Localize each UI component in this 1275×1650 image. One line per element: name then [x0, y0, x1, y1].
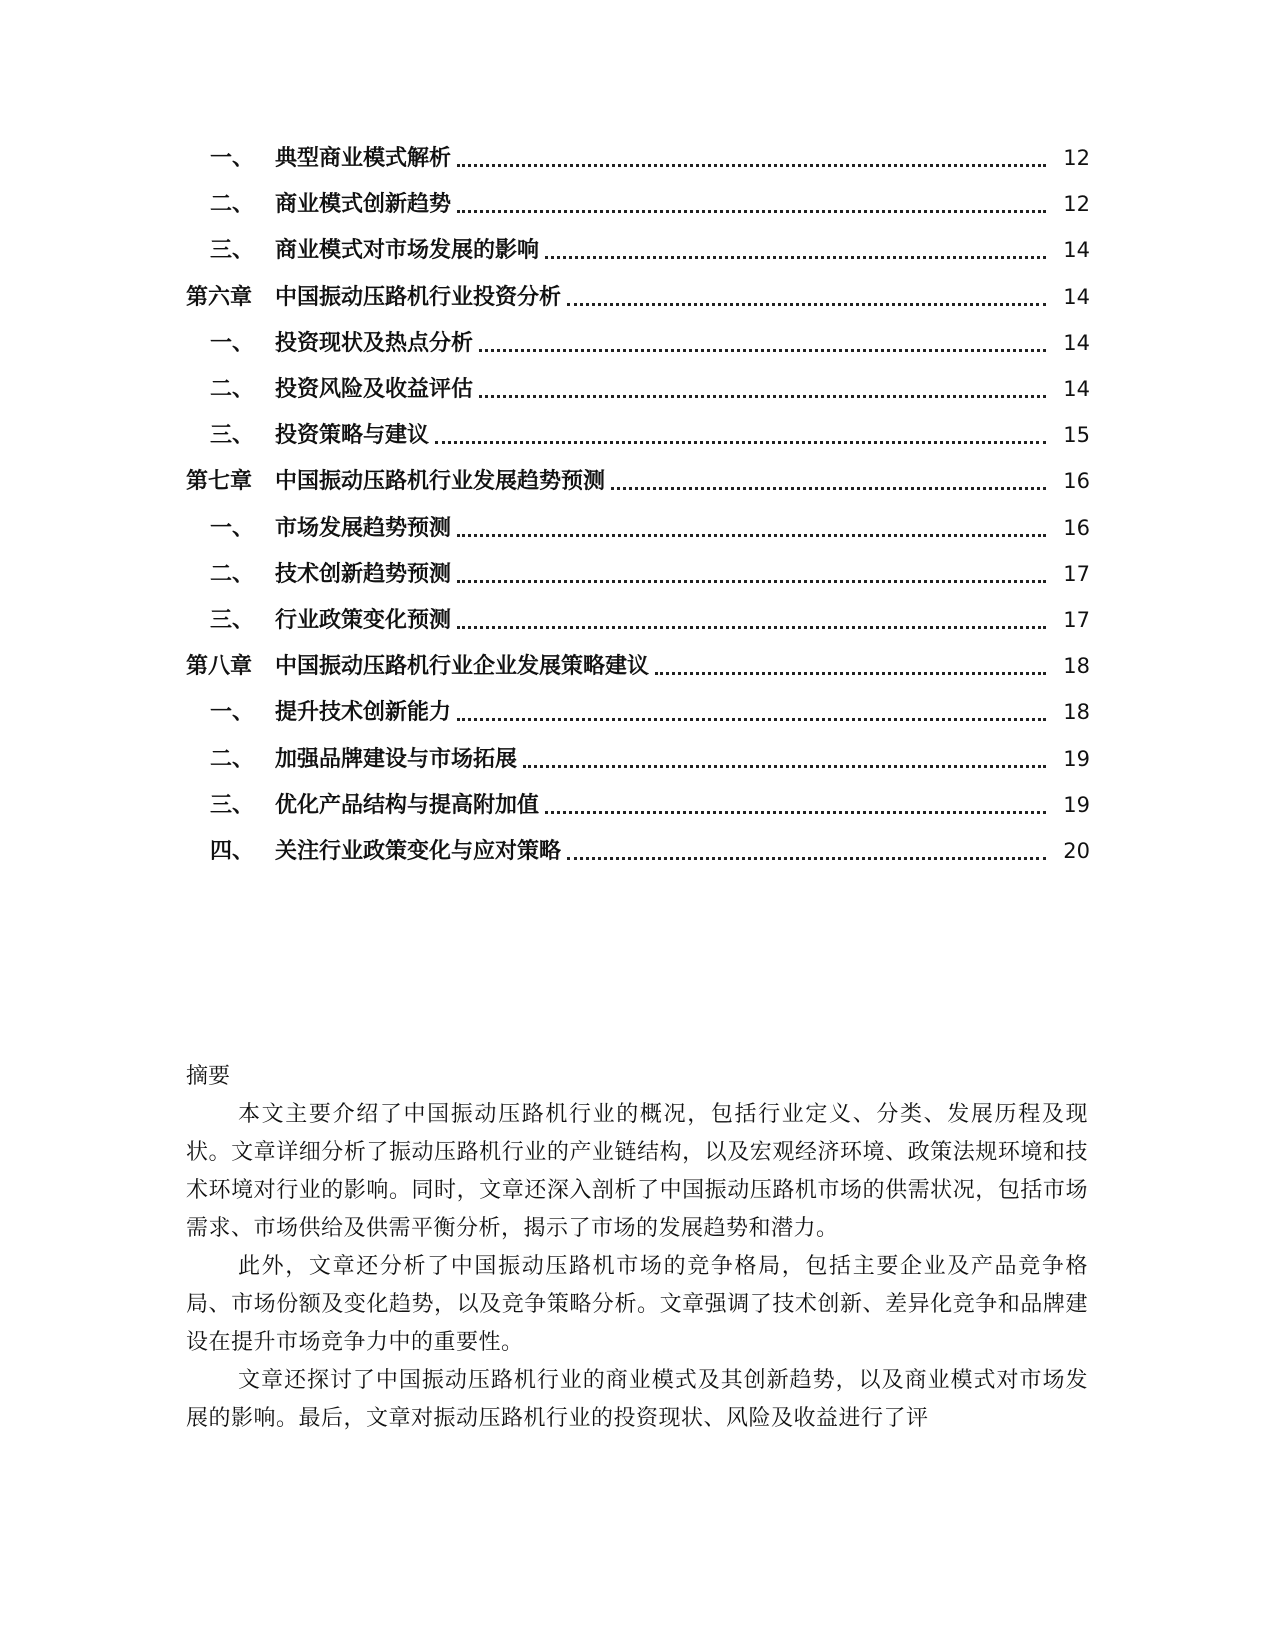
toc-entry-title: 行业政策变化预测	[275, 607, 452, 633]
toc-entry[interactable]	[0, 741, 1275, 777]
toc-entry-title: 中国振动压路机行业企业发展策略建议	[275, 653, 650, 680]
toc-entry-title: 优化产品结构与提高附加值	[275, 791, 540, 818]
toc-entry[interactable]	[0, 371, 1275, 407]
abstract-paragraph-2: 此外，文章还分析了中国振动压路机市场的竞争格局，包括主要企业及产品竞争格局、市场份额及变化趋势，以及竞争策略分析。文章强调了技术创新、差异化竞争和品牌建设在提升市场竞争力中的重要性。	[186, 1254, 1088, 1355]
toc-entry-number: 三、	[210, 791, 255, 818]
toc-entry-number: 一、	[210, 514, 255, 541]
toc-entry-page-number: 16	[1063, 469, 1090, 494]
abstract-paragraph-3: 文章还探讨了中国振动压路机行业的商业模式及其创新趋势，以及商业模式对市场发展的影响。最后，文章对振动压路机行业的投资现状、风险及收益进行了评	[186, 1368, 1088, 1431]
toc-entry-page-number: 20	[1063, 839, 1090, 863]
toc-entry-title: 典型商业模式解析	[275, 145, 452, 171]
toc-dot-leader	[457, 694, 1046, 730]
toc-entry-title: 投资风险及收益评估	[275, 376, 474, 402]
toc-entry-page-number: 19	[1063, 746, 1090, 771]
toc-dot-leader	[435, 417, 1046, 453]
toc-entry-page-number: 14	[1063, 238, 1090, 263]
toc-entry-title: 投资现状及热点分析	[275, 329, 474, 356]
toc-dot-leader	[479, 371, 1046, 407]
toc-entry[interactable]	[0, 279, 1275, 315]
toc-entry-number: 二、	[210, 191, 255, 218]
toc-entry-title: 技术创新趋势预测	[275, 560, 452, 587]
toc-entry-page-number: 12	[1063, 146, 1090, 170]
toc-dot-leader	[457, 556, 1046, 592]
toc-entry-number: 二、	[210, 376, 255, 402]
toc-entry-number: 第六章	[186, 283, 253, 310]
toc-entry-page-number: 17	[1063, 561, 1090, 586]
toc-entry-page-number: 17	[1063, 608, 1090, 632]
toc-dot-leader	[655, 648, 1046, 684]
abstract-heading: 摘要	[186, 1064, 231, 1089]
toc-entry-title: 中国振动压路机行业发展趋势预测	[275, 468, 606, 495]
toc-entry[interactable]	[0, 694, 1275, 730]
toc-entry[interactable]	[0, 186, 1275, 222]
toc-entry[interactable]	[0, 787, 1275, 823]
toc-entry-number: 四、	[210, 838, 255, 864]
toc-entry-page-number: 14	[1063, 377, 1090, 401]
toc-dot-leader	[457, 602, 1046, 638]
toc-dot-leader	[457, 186, 1046, 222]
toc-entry-title: 提升技术创新能力	[275, 699, 452, 726]
toc-entry[interactable]	[0, 463, 1275, 499]
toc-entry[interactable]	[0, 648, 1275, 684]
toc-dot-leader	[545, 232, 1046, 268]
toc-entry-number: 三、	[210, 607, 255, 633]
toc-entry-page-number: 16	[1063, 515, 1090, 540]
toc-entry-page-number: 15	[1063, 423, 1090, 448]
toc-entry-number: 一、	[210, 329, 255, 356]
toc-entry-title: 中国振动压路机行业投资分析	[275, 283, 562, 310]
toc-dot-leader	[545, 787, 1046, 823]
toc-entry-title: 加强品牌建设与市场拓展	[275, 745, 518, 772]
toc-dot-leader	[567, 833, 1046, 869]
toc-entry[interactable]	[0, 140, 1275, 176]
toc-dot-leader	[457, 510, 1046, 546]
toc-entry-page-number: 18	[1063, 700, 1090, 725]
toc-entry-number: 三、	[210, 422, 255, 449]
toc-entry[interactable]	[0, 325, 1275, 361]
toc-entry-title: 市场发展趋势预测	[275, 514, 452, 541]
toc-entry-page-number: 14	[1063, 330, 1090, 355]
toc-entry-page-number: 12	[1063, 192, 1090, 217]
abstract-section	[186, 1058, 1088, 1438]
toc-entry-number: 第八章	[186, 653, 253, 680]
toc-entry-number: 二、	[210, 745, 255, 772]
toc-entry-number: 一、	[210, 699, 255, 726]
toc-entry-title: 商业模式对市场发展的影响	[275, 237, 540, 264]
toc-entry-page-number: 18	[1063, 654, 1090, 679]
toc-entry[interactable]	[0, 833, 1275, 869]
toc-entry-title: 投资策略与建议	[275, 422, 430, 449]
toc-entry-number: 三、	[210, 237, 255, 264]
toc-entry-title: 关注行业政策变化与应对策略	[275, 838, 562, 864]
toc-dot-leader	[523, 741, 1046, 777]
toc-entry[interactable]	[0, 417, 1275, 453]
toc-entry[interactable]	[0, 232, 1275, 268]
toc-dot-leader	[567, 279, 1046, 315]
toc-entry-page-number: 14	[1063, 284, 1090, 309]
abstract-paragraph-1: 本文主要介绍了中国振动压路机行业的概况，包括行业定义、分类、发展历程及现状。文章详细分析了振动压路机行业的产业链结构，以及宏观经济环境、政策法规环境和技术环境对行业的影响。同时，文章还深入剖析了中国振动压路机市场的供需状况，包括市场需求、市场供给及供需平衡分析，揭示了市场的发展趋势和潜力。	[186, 1102, 1088, 1241]
toc-dot-leader	[479, 325, 1046, 361]
toc-entry-number: 第七章	[186, 468, 253, 495]
toc-entry-page-number: 19	[1063, 792, 1090, 817]
toc-dot-leader	[611, 463, 1046, 499]
toc-entry-number: 二、	[210, 560, 255, 587]
toc-entry-number: 一、	[210, 145, 255, 171]
toc-entry[interactable]	[0, 602, 1275, 638]
toc-dot-leader	[457, 140, 1046, 176]
toc-entry-title: 商业模式创新趋势	[275, 191, 452, 218]
toc-entry[interactable]	[0, 510, 1275, 546]
toc-entry[interactable]	[0, 556, 1275, 592]
